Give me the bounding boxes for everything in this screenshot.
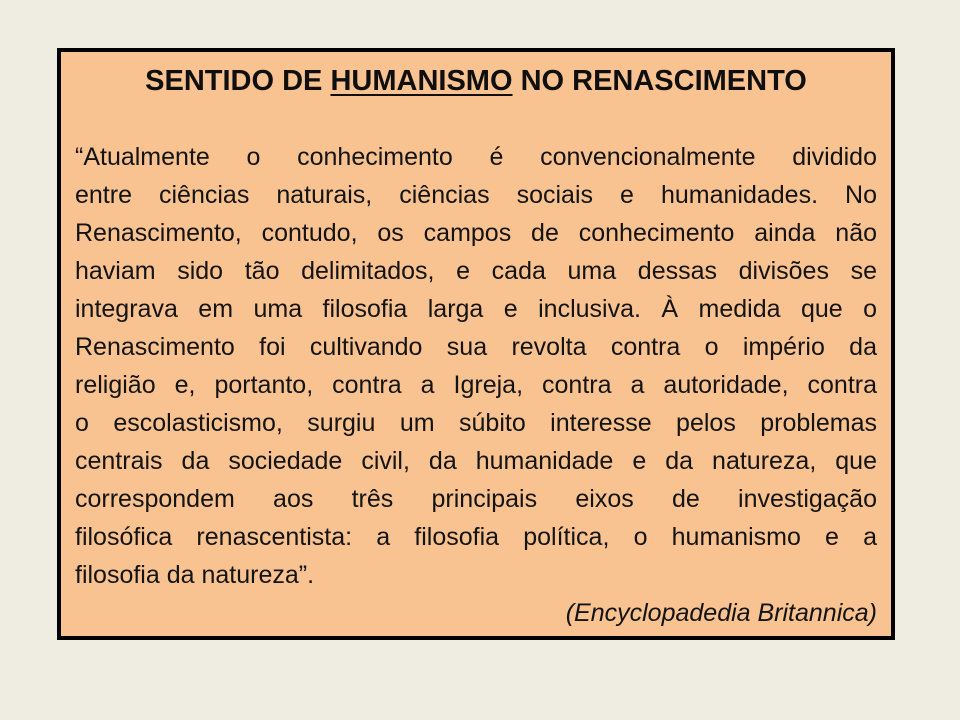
slide-title xyxy=(75,60,877,102)
quote-line: filosófica renascentista: a filosofia política, o humanismo e a xyxy=(75,523,877,551)
citation-line: (Encyclopadedia Britannica) xyxy=(565,599,877,627)
quote-line: o escolasticismo, surgiu um súbito interesse pelos problemas xyxy=(75,409,877,437)
quote-line: Renascimento, contudo, os campos de conhecimento ainda não xyxy=(75,219,877,247)
quote-line: filosofia da natureza”. xyxy=(75,561,315,589)
title-prefix: SENTIDO DE xyxy=(145,65,331,97)
quote-line: religião e, portanto, contra a Igreja, contra a autoridade, contra xyxy=(75,371,877,399)
quote-line: haviam sido tão delimitados, e cada uma dessas divisões se xyxy=(75,257,877,285)
content-box xyxy=(57,48,895,640)
title-suffix: NO RENASCIMENTO xyxy=(512,65,807,97)
quote-line: “Atualmente o conhecimento é convencionalmente dividido xyxy=(75,143,877,171)
title-underlined-word: HUMANISMO xyxy=(330,65,513,97)
quote-line: integrava em uma filosofia larga e inclusiva. À medida que o xyxy=(75,295,877,323)
quote-line: correspondem aos três principais eixos de investigação xyxy=(75,485,877,513)
quote-line: entre ciências naturais, ciências sociais e humanidades. No xyxy=(75,181,877,209)
quote-line: centrais da sociedade civil, da humanidade e da natureza, que xyxy=(75,447,877,475)
quote-paragraph xyxy=(75,138,877,594)
quote-line: Renascimento foi cultivando sua revolta contra o império da xyxy=(75,333,877,361)
